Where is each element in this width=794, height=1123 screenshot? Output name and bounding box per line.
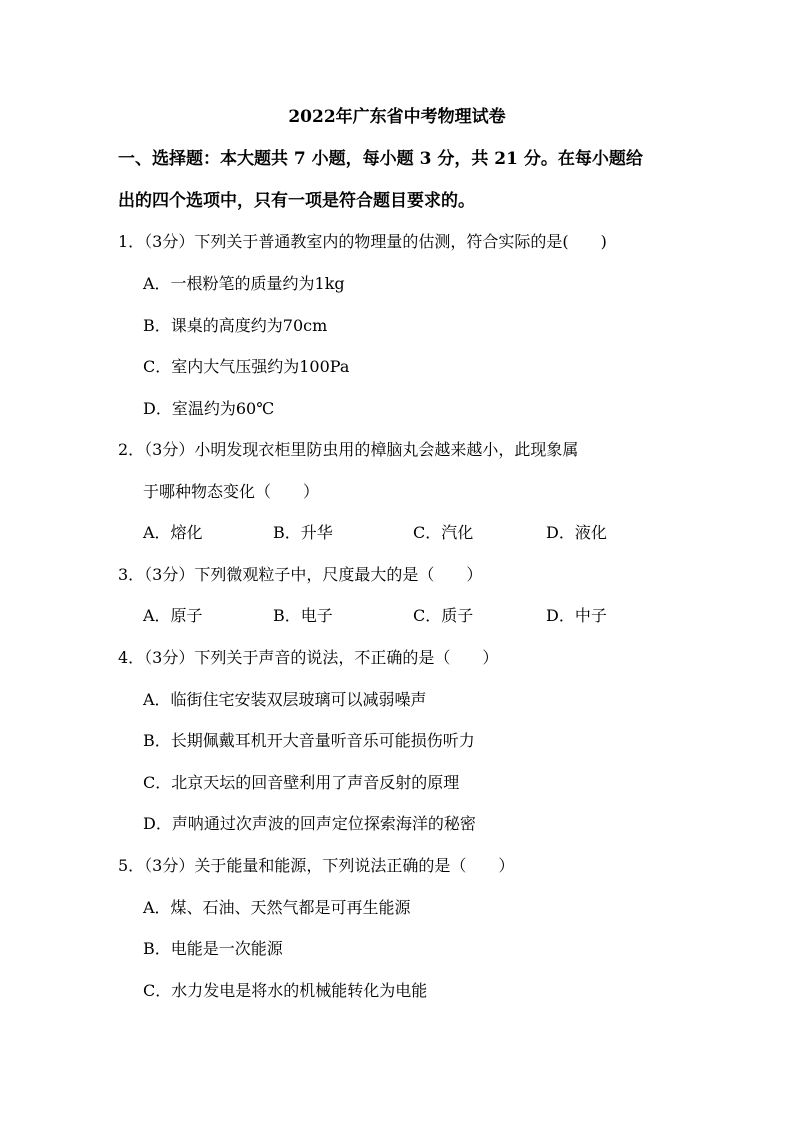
question-1-option-d: D．室温约为60℃ bbox=[143, 399, 275, 418]
question-2-option-d: D．液化 bbox=[546, 523, 607, 542]
question-4-option-d: D．声呐通过次声波的回声定位探索海洋的秘密 bbox=[143, 814, 476, 833]
question-3-option-c: C．质子 bbox=[413, 606, 474, 625]
question-2-option-a: A．熔化 bbox=[143, 523, 203, 542]
question-2-options bbox=[143, 522, 643, 544]
question-1-option-a: A．一根粉笔的质量约为1kg bbox=[143, 274, 345, 293]
question-2-option-c: C．汽化 bbox=[413, 523, 474, 542]
question-5-option-a: A．煤、石油、天然气都是可再生能源 bbox=[143, 898, 411, 917]
question-5-option-c: C．水力发电是将水的机械能转化为电能 bbox=[143, 981, 428, 1000]
question-4-option-b: B．长期佩戴耳机开大音量听音乐可能损伤听力 bbox=[143, 731, 475, 750]
question-5-stem: 5．（3分）关于能量和能源，下列说法正确的是（ ） bbox=[118, 856, 515, 875]
question-4-option-c: C．北京天坛的回音壁利用了声音反射的原理 bbox=[143, 773, 460, 792]
question-3-option-a: A．原子 bbox=[143, 606, 203, 625]
question-4-stem: 4．（3分）下列关于声音的说法，不正确的是（ ） bbox=[118, 648, 499, 667]
page-title: 2022年广东省中考物理试卷 bbox=[288, 107, 506, 127]
section-heading-line-2: 出的四个选项中，只有一项是符合题目要求的。 bbox=[118, 191, 475, 211]
question-2-stem-line-2: 于哪种物态变化（ ） bbox=[143, 482, 320, 501]
question-1-option-b: B．课桌的高度约为70cm bbox=[143, 316, 328, 335]
section-heading-line-1: 一、选择题：本大题共 7 小题，每小题 3 分，共 21 分。在每小题给 bbox=[118, 149, 643, 169]
question-3-stem: 3．（3分）下列微观粒子中，尺度最大的是（ ） bbox=[118, 565, 483, 584]
question-3-option-d: D．中子 bbox=[546, 606, 607, 625]
question-2-stem: 2．（3分）小明发现衣柜里防虫用的樟脑丸会越来越小，此现象属 bbox=[118, 440, 579, 459]
question-3-options bbox=[143, 605, 643, 627]
question-1-option-c: C．室内大气压强约为100Pa bbox=[143, 357, 350, 376]
question-5-option-b: B．电能是一次能源 bbox=[143, 939, 283, 958]
question-2-option-b: B．升华 bbox=[273, 523, 333, 542]
question-1-stem: 1．（3分）下列关于普通教室内的物理量的估测，符合实际的是( ) bbox=[118, 232, 607, 251]
question-3-option-b: B．电子 bbox=[273, 606, 333, 625]
question-4-option-a: A．临街住宅安装双层玻璃可以减弱噪声 bbox=[143, 690, 427, 709]
